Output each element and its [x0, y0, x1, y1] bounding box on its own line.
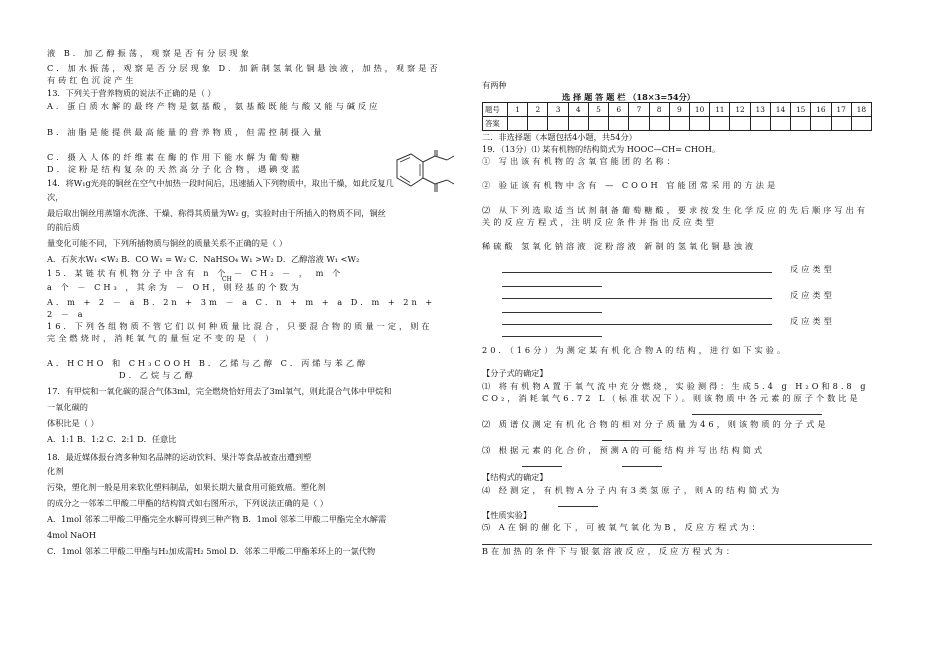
question-number-cell: 12 — [730, 103, 750, 117]
options-15: A．m + 2 － a B．2n + 3m － a C．n + m + a D．m + 2n + 2 － a — [47, 297, 436, 319]
text-line: 的成分之一邻苯二甲酸二甲酯的结构简式如右图所示，下列说法正确的是（ ） — [47, 498, 328, 508]
text-line: ⑵ 从下列选取适当试剂制备葡萄糖酸，要求按发生化学反应的先后顺序写出有关的反应方程式，注明反应条件并指出反应类型 — [482, 205, 868, 227]
reagent-list: 稀硫酸 氢氧化钠溶液 淀粉溶液 新制的氢氧化铜悬浊液 — [482, 241, 757, 251]
answer-cell[interactable] — [770, 117, 790, 131]
text-line: 量变化可能不同，下列所插物质与铜丝的质量关系不正确的是（ ） — [47, 238, 288, 248]
option-13a: A．蛋白质水解的最终产物是氨基酸，氨基酸既能与酸又能与碱反应 — [47, 101, 381, 111]
question-15: 15．某链状有机物分子中含有 n 个 － CH₂ － ， m 个 — [47, 268, 344, 278]
question-number-cell: 13 — [750, 103, 770, 117]
question-20: 20．（16分）为测定某有机化合物A的结构，进行如下实验。 — [482, 345, 789, 355]
question-number-cell: 3 — [548, 103, 568, 117]
text-line: ⑵ 质谱仪测定有机化合物的相对分子质量为46，则该物质的分子式是 — [482, 419, 829, 429]
answer-line[interactable] — [502, 272, 772, 273]
answer-cell[interactable] — [588, 117, 608, 131]
answer-line[interactable] — [502, 286, 602, 287]
answer-line[interactable] — [502, 298, 772, 299]
answer-cell[interactable] — [568, 117, 588, 131]
subheading: 【结构式的确定】 — [482, 472, 548, 482]
question-number-cell: 11 — [710, 103, 730, 117]
option-18c: C．1mol 邻苯二甲酸二甲酯与H₂加成需H₂ 5mol D．邻苯二甲酸二甲酯苯环上的一氯代物 — [47, 546, 376, 556]
text-line: 污染，塑化剂一般是用来软化塑料制品，如果长期大量食用可能致癌。塑化剂 — [47, 482, 326, 492]
text-line: ① 写出该有机物的含氧官能团的名称： — [482, 156, 678, 166]
option-13c: C．摄入人体的纤维素在酶的作用下能水解为葡萄糖 — [47, 152, 303, 162]
text-line: ⑷ 经测定，有机物A分子内有3类氢原子，则A的结构简式为 — [482, 485, 783, 495]
answer-cell[interactable] — [508, 117, 528, 131]
subheading: 【性质实验】 — [482, 510, 532, 520]
text-line: ⑸ A在铜的催化下，可被氧气氧化为B，反应方程式为： — [482, 522, 763, 532]
answer-cell[interactable] — [791, 117, 811, 131]
answer-line[interactable] — [522, 466, 562, 467]
text-line: 次， — [47, 192, 64, 202]
answer-cell[interactable] — [831, 117, 851, 131]
question-18: 18．最近媒体报台湾多种知名品牌的运动饮料、果汁等食品被查出遭到塑 — [47, 452, 312, 462]
question-13: 13．下列关于营养物质的说法不正确的是（ ） — [47, 88, 216, 98]
text-line: 化剂 — [47, 466, 64, 476]
answer-cell[interactable] — [528, 117, 548, 131]
question-number-cell: 18 — [851, 103, 871, 117]
option-16d: D．乙烷与乙醇 — [119, 370, 196, 380]
answer-cell[interactable] — [750, 117, 770, 131]
answer-cell[interactable] — [730, 117, 750, 131]
answer-cell[interactable] — [689, 117, 709, 131]
text-line: ⑶ 根据元素的化合价，预测A的可能结构并写出结构简式 — [482, 445, 766, 455]
question-19: 19．（13分）⑴ 某有机物的结构简式为 HOOC—CH= CHOH。 — [482, 144, 721, 154]
answer-cell[interactable] — [710, 117, 730, 131]
reaction-type-label: 反应类型 — [790, 264, 835, 274]
options-17: A．1:1 B．1:2 C．2:1 D．任意比 — [47, 434, 177, 444]
question-number-cell: 1 — [508, 103, 528, 117]
text-line: ② 验证该有机物中含有 — COOH 官能团常采用的方法是 — [482, 180, 779, 190]
question-number-cell: 6 — [609, 103, 629, 117]
answer-cell[interactable] — [851, 117, 871, 131]
question-number-cell: 9 — [669, 103, 689, 117]
question-number-cell: 5 — [588, 103, 608, 117]
answer-line[interactable] — [558, 506, 598, 507]
section-heading: 二．非选择题（本题包括4小题，共54分） — [482, 132, 637, 142]
text-line: ⑴ 将有机物A置于氧气流中充分燃烧，实验测得：生成5.4 g H₂O和8.8 g CO₂，消耗氧气6.72 L（标准状况下）。则该物质中各元素的原子个数比是 — [482, 381, 869, 403]
text-line: 的前后质 — [47, 222, 80, 232]
question-17: 17．有甲烷和一氧化碳的混合气体3ml，完全燃烧恰好用去了3ml氧气，则此混合气体中甲烷和 — [47, 386, 392, 396]
question-number-cell: 7 — [629, 103, 649, 117]
question-number-cell: 14 — [770, 103, 790, 117]
option-13d: D．淀粉是结构复杂的天然高分子化合物，遇碘变蓝 — [47, 164, 303, 174]
question-number-cell: 8 — [649, 103, 669, 117]
question-number-cell: 2 — [528, 103, 548, 117]
question-number-cell: 17 — [831, 103, 851, 117]
row-head-answer: 答案 — [483, 117, 508, 131]
answer-line[interactable] — [502, 312, 602, 313]
text-line: C．加水振荡，观察是否分层现象 D．加新制氢氧化铜悬浊液，加热，观察是否有砖红色沉淀产生 — [47, 63, 441, 85]
options-14: A．石灰水W₁ <W₂ B．CO W₁ = W₂ C．NaHSO₄ W₁ >W₂ D．乙醇溶液 W₁ <W₂ — [47, 254, 360, 264]
answer-cell[interactable] — [649, 117, 669, 131]
subheading: 【分子式的确定】 — [482, 368, 548, 378]
answer-line[interactable] — [502, 324, 772, 325]
reaction-type-label: 反应类型 — [790, 316, 835, 326]
text-line: 最后取出铜丝用蒸馏水洗涤、干燥、称得其质量为W₂ g，实验时由于所插入的物质不同，铜丝 — [47, 208, 386, 218]
question-number-cell: 16 — [811, 103, 831, 117]
text-line: B在加热的条件下与银氨溶液反应，反应方程式为： — [482, 546, 738, 556]
answer-line[interactable] — [692, 414, 822, 415]
text-line: 一氧化碳的 — [47, 402, 88, 412]
options-16: A．HCHO 和 CH₃COOH B．乙烯与乙醇 C．丙烯与苯乙醇 — [47, 358, 369, 368]
option-18a: A．1mol 邻苯二甲酸二甲酯完全水解可得到三种产物 B．1mol 邻苯二甲酸二甲酯完全水解需 — [47, 514, 387, 524]
ch-label: CH — [222, 276, 232, 283]
option-13b: B．油脂是能提供最高能量的营养物质，但需控制摄入量 — [47, 127, 325, 137]
text-line: 体积比是（ ） — [47, 418, 99, 428]
answer-table — [482, 102, 872, 131]
text-line: 液 B．加乙醇振荡，观察是否有分层现象 — [47, 48, 252, 58]
answer-line[interactable] — [502, 336, 602, 337]
answer-line[interactable] — [602, 440, 662, 441]
text-line: a 个 － CH₃ ，其余为 － OH，则羟基的个数为 — [47, 282, 302, 292]
answer-line[interactable] — [482, 544, 872, 545]
question-number-cell: 4 — [568, 103, 588, 117]
reaction-type-label: 反应类型 — [790, 290, 835, 300]
answer-cell[interactable] — [811, 117, 831, 131]
question-14: 14．将W₁g光亮的铜丝在空气中加热一段时间后，迅速插入下列物质中，取出干燥，如此反复几 — [47, 178, 394, 188]
answer-cell[interactable] — [669, 117, 689, 131]
table-title: 选 择 题 答 题 栏 （18×3=54分） — [562, 92, 695, 102]
text-line: 4mol NaOH — [47, 530, 97, 540]
question-number-cell: 10 — [689, 103, 709, 117]
row-head-number: 题号 — [483, 103, 508, 117]
question-16: 16．下列各组物质不管它们以何种质量比混合，只要混合物的质量一定，则在完全燃烧时，消耗氧气的量恒定不变的是（ ） — [47, 321, 433, 343]
answer-cell[interactable] — [629, 117, 649, 131]
answer-cell[interactable] — [548, 117, 568, 131]
question-number-cell: 15 — [791, 103, 811, 117]
text-line: 有两种 — [482, 80, 507, 90]
answer-line[interactable] — [622, 466, 662, 467]
answer-cell[interactable] — [609, 117, 629, 131]
dimethyl-phthalate-structure — [381, 150, 455, 196]
